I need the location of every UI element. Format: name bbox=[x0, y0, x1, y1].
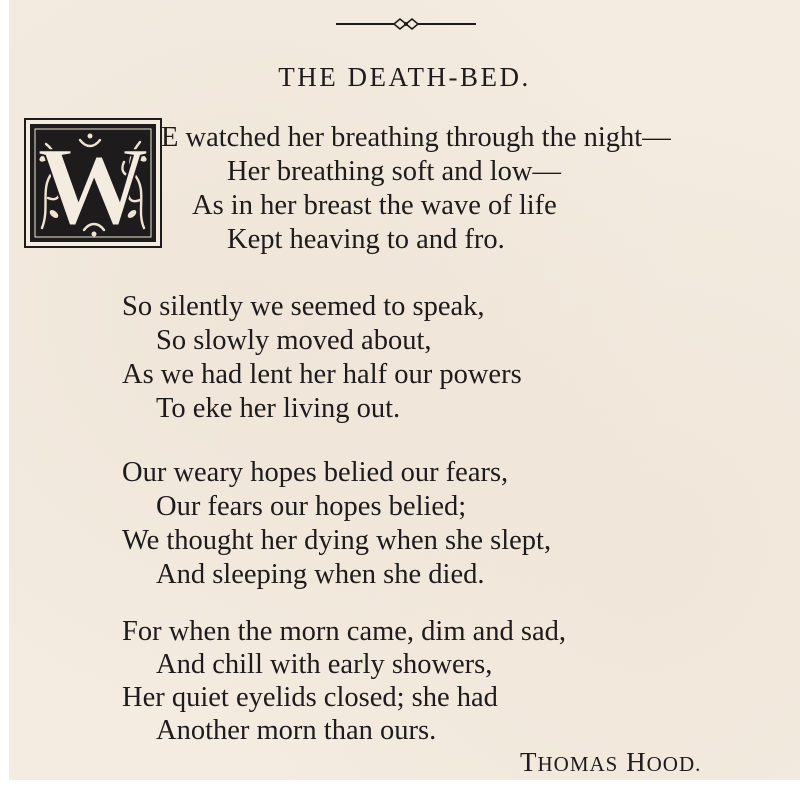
poem-title: THE DEATH-BED. bbox=[278, 62, 531, 92]
author-last-initial: H bbox=[626, 747, 647, 777]
poem-line: Our fears our hopes belied; bbox=[156, 491, 467, 522]
poem-line: And sleeping when she died. bbox=[156, 559, 485, 590]
poem-line: As in her breast the wave of life bbox=[192, 190, 557, 221]
poem-line: So silently we seemed to speak, bbox=[122, 291, 485, 322]
header-ornament bbox=[336, 14, 476, 34]
poem-line: For when the morn came, dim and sad, bbox=[122, 616, 567, 647]
author-last-rest: OOD. bbox=[646, 752, 702, 776]
drop-cap-letter: W bbox=[37, 125, 149, 248]
poem-line: As we had lent her half our powers bbox=[122, 359, 522, 390]
poem-line: To eke her living out. bbox=[156, 393, 401, 424]
poem-line: Our weary hopes belied our fears, bbox=[122, 457, 509, 488]
poem-line: Her breathing soft and low— bbox=[227, 156, 561, 187]
poem-page bbox=[9, 0, 800, 780]
poem-line: And chill with early showers, bbox=[156, 649, 493, 680]
poem-line: So slowly moved about, bbox=[156, 325, 432, 356]
poem-line: We thought her dying when she slept, bbox=[122, 525, 552, 556]
author-first-initial: T bbox=[520, 747, 538, 777]
drop-cap-w-illustration bbox=[24, 118, 162, 248]
author-signature bbox=[520, 747, 701, 778]
poem-line: Kept heaving to and fro. bbox=[227, 224, 505, 255]
poem-line: E watched her breathing through the night— bbox=[161, 122, 671, 153]
author-first-rest: HOMAS bbox=[537, 752, 619, 776]
poem-line: Her quiet eyelids closed; she had bbox=[122, 682, 498, 713]
poem-line: Another morn than ours. bbox=[156, 715, 437, 746]
